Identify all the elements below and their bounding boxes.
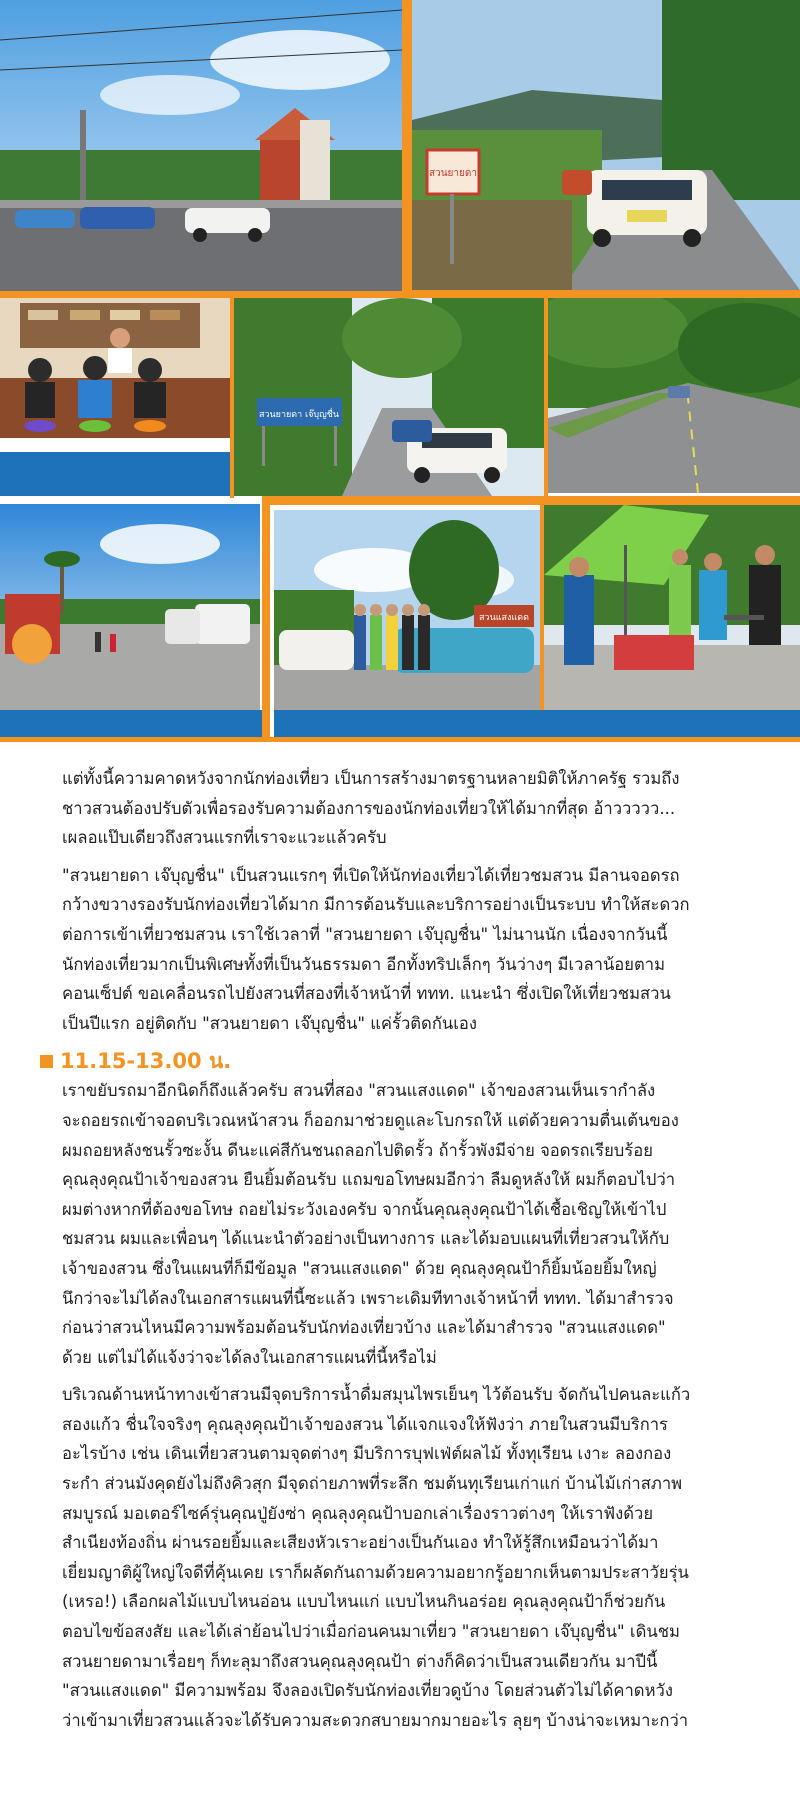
- photo-road-to-orchard: [232, 298, 544, 496]
- photo-collage: [0, 0, 800, 742]
- frame-line: [262, 496, 800, 505]
- orchard-sign-text: สวนยายดา เจ๊บุญชื่น: [258, 410, 340, 420]
- article-paragraph: "สวนยายดา เจ๊บุญชื่น" เป็นสวนแรกๆ ที่เปิดให้นักท่องเที่ยวได้เที่ยวชมสวน มีลานจอดรถ กว้างขวางรองรับนักท่องเที่ยวได้มาก มีการต้อนรับและบริการอย่างเป็นระบบ ทำให้สะดวก ต่อการเข้าเที่ยวชมสวน เราใช้เวลาที่ "สวนยายดา เจ๊บุญชื่น" ไม่นานนัก เนื่องจากวันนี้ นักท่องเที่ยวมากเป็นพิเศษทั้งที่เป็นวันธรรมดา อีกทั้งทริปเล็กๆ วันว่างๆ มีเวลาน้อยตาม คอนเซ็ปต์ ขอเคลื่อนรถไปยังสวนที่สองที่เจ้าหน้าที่ ททท. แนะนำ ซึ่งเปิดให้เที่ยวชมสวน เป็นปีแรก อยู่ติดกับ "สวนยายดา เจ๊บุญชื่น" แค่รั้วติดกันเอง: [62, 865, 690, 1033]
- article-paragraph: เราขยับรถมาอีกนิดก็ถึงแล้วครับ สวนที่สอง "สวนแสงแดด" เจ้าของสวนเห็นเรากำลัง จะถอยรถเข้าจอดบริเวณหน้าสวน ก็ออกมาช่วยดูและโบกรถให้ แต่ด้วยความตื่นเต้นของ ผมถอยหลังชนรั้วซะงั้น ดีนะแค่สีกันชนถลอกไปติดรั้ว ถ้ารั้วพังมีจ่าย จอดรถเรียบร้อย คุณลุงคุณป้าเจ้าของสวน ยืนยิ้มต้อนรับ แถมขอโทษผมอีกว่า ลืมดูหลังให้ ผมก็ตอบไปว่า ผมต่างหากที่ต้องขอโทษ ถอยไม่ระวังเองครับ จากนั้นคุณลุงคุณป้าได้เชื้อเชิญให้เข้าไป ชมสวน ผมและเพื่อนๆ ได้แนะนำตัวอย่างเป็นทางการ และได้มอบแผนที่เที่ยวสวนให้กับ เจ้าของสวน ซึ่งในแผนที่ก็มีข้อมูล "สวนแสงแดด" ด้วย คุณลุงคุณป้าก็ยิ้มน้อยยิ้มใหญ่ นึกว่าจะไม่ได้ลงในเอกสารแผนที่นี้ซะแล้ว เพราะเดิมทีทางเจ้าหน้าที่ ททท. ได้มาสำรวจ ก่อนว่าสวนไหนมีความพร้อมต้อนรับนักท่องเที่ยวบ้าง และได้มาสำรวจ "สวนแสงแดด" ด้วย แต่ไม่ได้แจ้งว่าจะได้ลงในเอกสารแผนที่นี้หรือไม่: [62, 1081, 679, 1367]
- road-sign-text: สวนยายดา: [429, 168, 477, 179]
- photo-resort-entrance: [0, 504, 260, 710]
- square-bullet-icon: [40, 1055, 53, 1068]
- section-divider: [0, 737, 800, 742]
- orchard-banner-text: สวนแสงแดด: [479, 613, 529, 623]
- frame-line: [402, 0, 412, 298]
- blue-bar: [274, 710, 800, 737]
- blue-bar: [0, 710, 262, 737]
- photo-empty-country-road: [548, 298, 800, 493]
- photo-street-with-cars: [0, 0, 402, 296]
- photo-road-sign-and-cars: [412, 0, 800, 290]
- photo-fruit-stall-umbrella: [544, 505, 800, 710]
- frame-line: [230, 298, 234, 498]
- frame-line: [544, 298, 548, 498]
- frame-line: [540, 505, 544, 710]
- photo-info-counter-people: [0, 298, 230, 438]
- article-paragraph: แต่ทั้งนี้ความคาดหวังจากนักท่องเที่ยว เป็นการสร้างมาตรฐานหลายมิติให้ภาครัฐ รวมถึง ชาวสวนต้องปรับตัวเพื่อรองรับความต้องการของนักท่องเที่ยวให้ได้มากที่สุด อ้าววววว... เผลอแป๊บเดียวถึงสวนแรกที่เราจะแวะแล้วครับ: [62, 769, 680, 848]
- time-heading-text: 11.15-13.00 น.: [60, 1049, 232, 1074]
- frame-line: [412, 290, 800, 298]
- blue-bar: [0, 452, 230, 496]
- frame-line: [262, 496, 270, 742]
- article-body: [62, 764, 742, 1743]
- frame-line: [0, 291, 412, 298]
- photo-group-in-front-of-cars: [274, 510, 542, 710]
- article-paragraph: บริเวณด้านหน้าทางเข้าสวนมีจุดบริการน้ำดื่มสมุนไพรเย็นๆ ไว้ต้อนรับ จัดกันไปคนละแก้ว สองแก้ว ชื่นใจจริงๆ คุณลุงคุณป้าเจ้าของสวน ได้แจกแจงให้ฟังว่า ภายในสวนมีบริการ อะไรบ้าง เช่น เดินเที่ยวสวนตามจุดต่างๆ มีบริการบุฟเฟ่ต์ผลไม้ ทั้งทุเรียน เงาะ ลองกอง ระกำ ส่วนมังคุดยังไม่ถึงคิวสุก มีจุดถ่ายภาพที่ระลึก ชมต้นทุเรียนเก่าแก่ บ้านไม้เก่าสภาพ สมบูรณ์ มอเตอร์ไซค์รุ่นคุณปู่ยังซ่า คุณลุงคุณป้าบอกเล่าเรื่องราวต่างๆ ให้เราฟังด้วย สำเนียงท้องถิ่น ผ่านรอยยิ้มและเสียงหัวเราะอย่างเป็นกันเอง ทำให้รู้สึกเหมือนว่าได้มา เยี่ยมญาติผู้ใหญ่ใจดีที่คุ้นเคย เราก็ผลัดกันถามด้วยความอยากรู้อยากเห็นตามประสาวัยรุ่น (เหรอ!) เลือกผลไม้แบบไหนอ่อน แบบไหนแก่ แบบไหนกินอร่อย คุณลุงคุณป้าก็ช่วยกัน ตอบไขข้อสงสัย และได้เล่าย้อนไปว่าเมื่อก่อนคนมาเที่ยว "สวนยายดา เจ๊บุญชื่น" เดินชม สวนยายดามาเรื่อยๆ ก็ทะลุมาถึงสวนคุณลุงคุณป้า ต่างก็คิดว่าเป็นสวนเดียวกัน มาปีนี้ "สวนแสงแดด" มีความพร้อม จึงลองเปิดรับนักท่องเที่ยวดูบ้าง โดยส่วนตัวไม่ได้คาดหวัง ว่าเข้ามาเที่ยวสวนแล้วจะได้รับความสะดวกสบายมากมายอะไร ลุยๆ บ้างน่าจะเหมาะกว่า: [62, 1385, 691, 1730]
- time-heading: [40, 1046, 742, 1076]
